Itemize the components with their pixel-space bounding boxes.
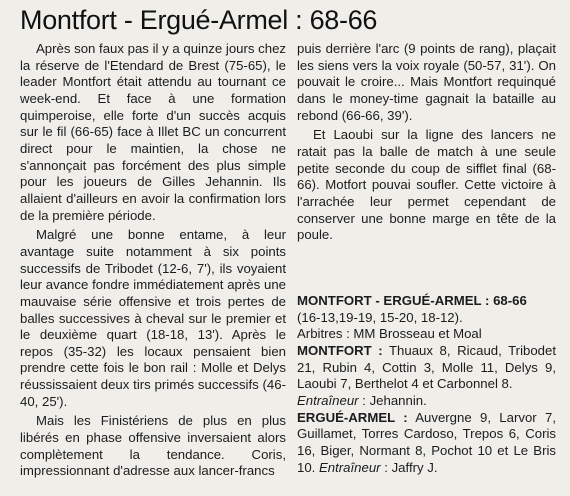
article-headline: Montfort - Ergué-Armel : 68-66	[20, 5, 378, 35]
match-quarter-scores: (16-13,19-19, 15-20, 18-12).	[297, 309, 463, 325]
coach-label: Entraîneur	[297, 392, 359, 408]
article-paragraph: Malgré une bonne entame, à leur avantage suite notamment à six points successifs de Tribodet (12-6, 7'), ils voyaient leur avance fondre immédiatement après une mauvaise série offensive et trois pertes de balles successives à cheval sur le premier et le deuxième quart (18-18, 13'). Après le repos (35-32) les locaux pensaient bien prendre cette fois le bon rail : Molle et Delys réussissaient deux tirs primés successifs (46-40, 25').	[20, 227, 286, 409]
team-ergue-armel-players: Auvergne 9, Larvor 7, Guillamet, Torres Cardoso, Trepos 6, Coris 16, Biger, Normant 8, Pochot 10 et Le Bris 10.	[297, 409, 556, 475]
team-montfort-coach-line	[297, 393, 556, 410]
team-ergue-armel-coach: : Jaffry J.	[380, 459, 438, 475]
article-paragraph: Mais les Finistériens de plus en plus libérés en phase offensive inversaient alors complètement la tendance. Coris, impressionnant d'adresse aux lancer-francs	[20, 413, 286, 479]
team-montfort-players: Thuaux 8, Ricaud, Tribodet 21, Rubin 4, Cottin 3, Molle 11, Delys 9, Laoubi 7, Berthelot 4 et Carbonnel 8.	[297, 342, 556, 392]
match-referees: Arbitres : MM Brosseau et Moal	[297, 326, 482, 342]
article-left-column	[20, 41, 286, 480]
article-paragraph: puis derrière l'arc (9 points de rang), plaçait les siens vers la voix royale (50-57, 31'). On pouvait le croire... Mais Montfort requinqué dans le money-time gagnait la bataille au rebond (66-66, 39').	[297, 41, 556, 123]
article-paragraph: Et Laoubi sur la ligne des lancers ne ratait pas la balle de match à une seule petite seconde du coup de sifflet final (68-66). Motfort pouvai soufler. Cette victoire à l'arrachée leur permet cependant de conserver une bonne marge en tête de la poule.	[297, 127, 556, 243]
team-ergue-armel-name: ERGUÉ-ARMEL :	[297, 409, 408, 425]
match-score-title: MONTFORT - ERGUÉ-ARMEL : 68-66	[297, 293, 527, 308]
match-summary-box	[297, 293, 556, 476]
team-montfort-lineup	[297, 343, 556, 393]
team-montfort-coach: : Jehannin.	[358, 392, 427, 408]
team-ergue-armel-lineup	[297, 410, 556, 477]
team-montfort-name: MONTFORT :	[297, 342, 383, 358]
article-paragraph: Après son faux pas il y a quinze jours chez la réserve de l'Etendard de Brest (75-65), le leader Montfort était attendu au tournant ce week-end. Et face à une formation quimperoise, elle forte d'un succès acquis sur le fil (66-65) face à Illet BC un concurrent direct pour le maintien, la chose ne s'annonçait pas forcément des plus simple pour les joueurs de Gilles Jehannin. Ils allaient d'ailleurs en avoir la confirmation lors de la première période.	[20, 41, 286, 223]
article-right-column	[297, 41, 556, 244]
coach-label: Entraîneur	[319, 459, 381, 475]
